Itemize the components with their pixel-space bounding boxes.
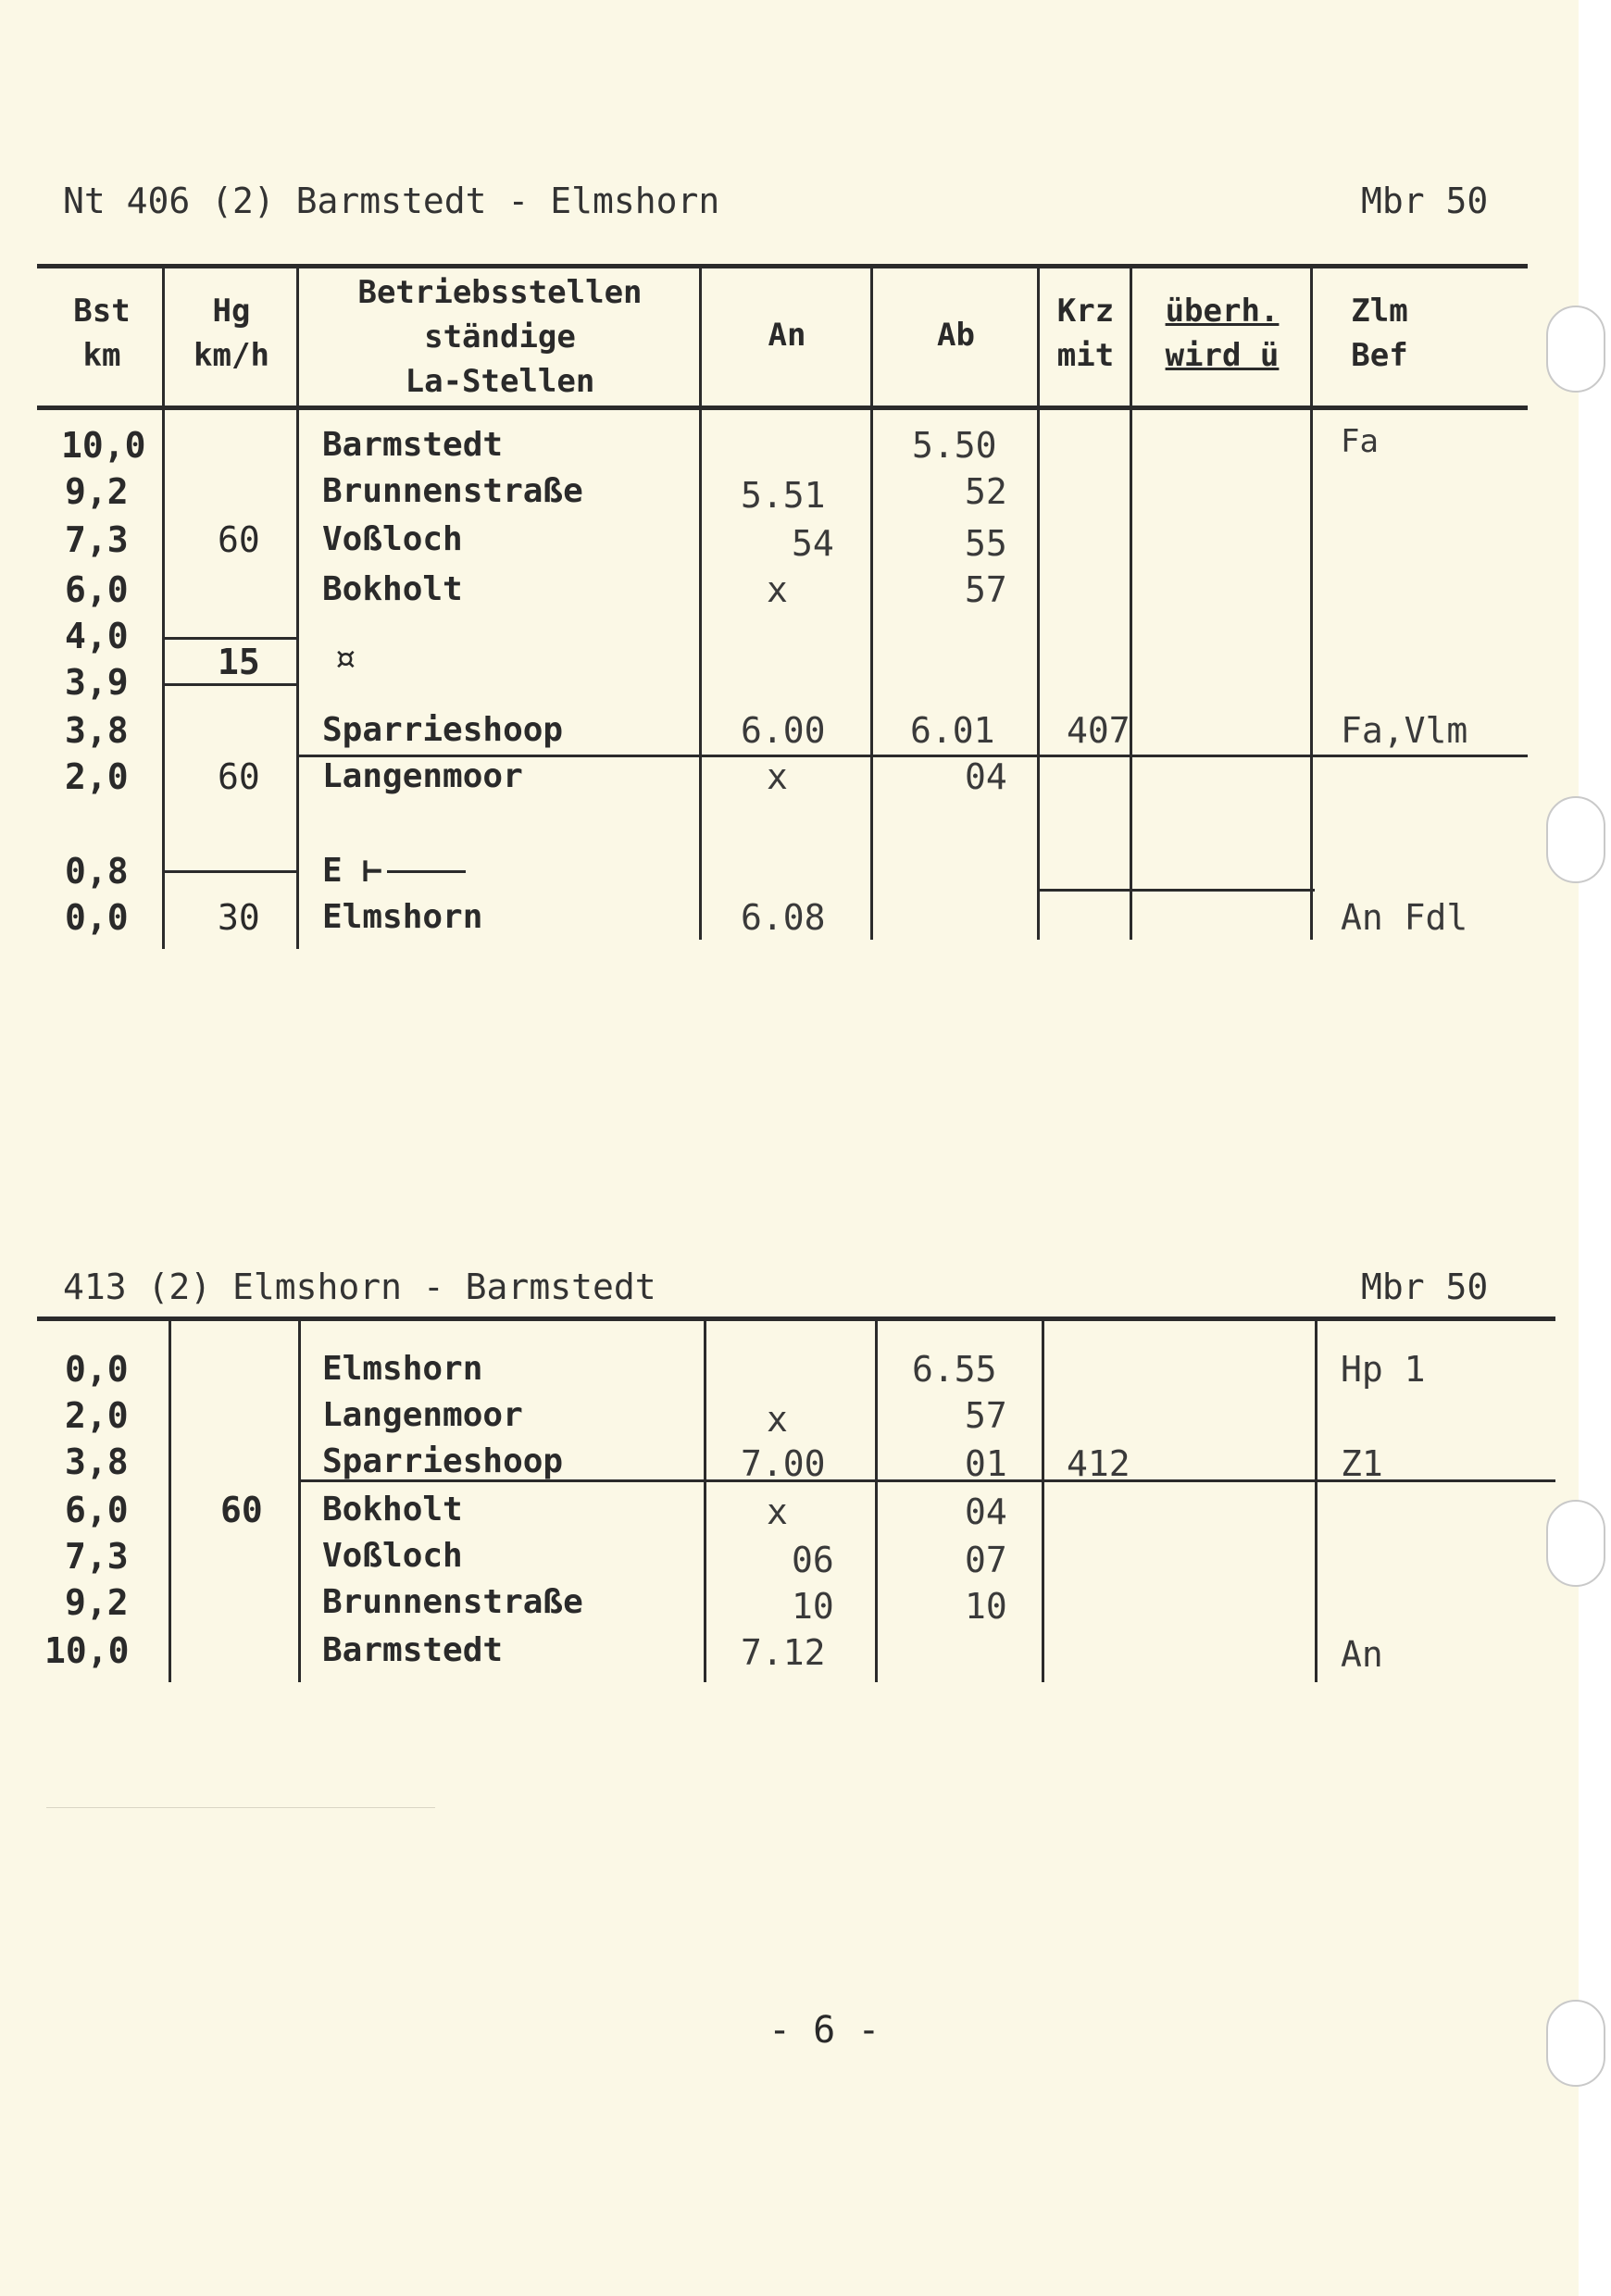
entry-signal-line [387,870,466,873]
arrival-time: 10 [792,1586,834,1627]
km-value: 0,0 [65,897,129,938]
station-name: Sparrieshoop [322,1442,564,1480]
km-value: 3,8 [65,1441,129,1482]
signal-symbol-icon: ¤ [333,635,357,680]
station-name: Voßloch [322,1537,463,1575]
header-zlm: Zlm Bef [1351,293,1408,374]
punch-hole [1546,1500,1605,1587]
table1-header-rule [37,406,1528,410]
departure-time: 55 [965,523,1007,564]
km-value: 4,0 [65,616,129,656]
table2-mbr: Mbr 50 [1361,1267,1489,1307]
departure-time: 04 [965,1491,1007,1532]
station-name: Elmshorn [322,898,483,936]
header-bst: Bst km [73,293,131,374]
arrival-time: 06 [792,1540,834,1580]
station-name: Barmstedt [322,1631,504,1669]
table1-top-rule [37,264,1528,268]
table1-col-divider [1310,268,1313,940]
km-value: 7,3 [65,519,129,560]
station-name: Bokholt [322,570,463,608]
table2-col-divider [1042,1321,1044,1682]
table1-col-divider [296,268,299,949]
departure-time: 6.55 [912,1349,997,1390]
zlm-value: Fa [1341,423,1379,460]
km-value: 7,3 [65,1536,129,1577]
arrival-time: x [767,569,788,610]
table2-col-divider [1315,1321,1318,1682]
km-value: 0,8 [65,851,129,892]
km-value: 6,0 [65,1490,129,1530]
punch-hole [1546,2000,1605,2087]
crossing-train: 412 [1067,1443,1130,1484]
punch-hole [1546,306,1605,393]
km-value: 6,0 [65,569,129,610]
table1-title: Nt 406 (2) Barmstedt - Elmshorn [63,181,720,221]
table1-col-divider [1037,268,1040,940]
departure-time: 52 [965,471,1007,512]
km-value: 3,9 [65,662,129,703]
km-value: 0,0 [65,1349,129,1390]
departure-time: 57 [965,1395,1007,1436]
header-betriebsstellen: Betriebsstellen ständige La-Stellen [357,274,643,400]
departure-time: 57 [965,569,1007,610]
km-value: 9,2 [65,1582,129,1623]
crossing-rule [1037,889,1315,892]
departure-time: 04 [965,756,1007,797]
header-ueberh: überh. wird ü [1165,293,1280,374]
header-an: An [768,317,806,354]
departure-time: 5.50 [912,425,997,466]
header-krz: Krz mit [1056,293,1115,374]
arrival-time: 5.51 [741,475,826,516]
arrival-time: 7.00 [741,1443,826,1484]
table1-mbr: Mbr 50 [1361,181,1489,221]
speed-value: 60 [218,519,260,560]
speed-value: 15 [218,642,260,682]
km-value: 2,0 [65,1395,129,1436]
table1-col-divider [870,268,873,940]
station-name: Brunnenstraße [322,1583,583,1621]
station-name: Langenmoor [322,1396,523,1434]
table1-col-divider [162,268,165,949]
arrival-time: x [767,756,788,797]
arrival-time: 6.00 [741,710,826,751]
table2-col-divider [298,1321,301,1682]
header-ab: Ab [937,317,975,354]
station-name: Sparrieshoop [322,711,564,749]
table1-col-divider [699,268,702,940]
station-name: Voßloch [322,520,463,558]
page-number: - 6 - [768,2009,880,2052]
km-value: 9,2 [65,471,129,512]
arrival-time: 6.08 [741,897,826,938]
speed-value: 60 [218,756,260,797]
speed-value: 30 [218,897,260,938]
table1-col-divider [1130,268,1132,940]
km-value: 10,0 [61,425,146,466]
km-value: 10,0 [44,1630,130,1671]
departure-time: 07 [965,1540,1007,1580]
km-value: 2,0 [65,756,129,797]
faint-rule [46,1807,435,1808]
zlm-value: Z1 [1341,1443,1383,1484]
departure-time: 01 [965,1443,1007,1484]
punch-hole [1546,796,1605,883]
table2-col-divider [169,1321,171,1682]
zlm-value: Hp 1 [1341,1349,1426,1390]
arrival-time: 7.12 [741,1632,826,1673]
station-name: Elmshorn [322,1350,483,1388]
zlm-value: An Fdl [1341,897,1468,938]
table2-col-divider [704,1321,706,1682]
arrival-time: x [767,1399,788,1440]
table2-title: 413 (2) Elmshorn - Barmstedt [63,1267,656,1307]
table2-top-rule [37,1316,1555,1321]
table2-col-divider [875,1321,878,1682]
km-value: 3,8 [65,710,129,751]
arrival-time: x [767,1491,788,1532]
station-name: Langenmoor [322,757,523,795]
station-name: Brunnenstraße [322,472,583,510]
departure-time: 10 [965,1586,1007,1627]
header-hg: Hg km/h [194,293,269,374]
zlm-value: An [1341,1634,1383,1675]
speed-change-line [162,870,299,873]
speed-value: 60 [220,1490,263,1530]
crossing-train: 407 [1067,710,1130,751]
arrival-time: 54 [792,523,834,564]
station-name: Bokholt [322,1491,463,1529]
departure-time: 6.01 [910,710,995,751]
station-name: Barmstedt [322,426,504,464]
zlm-value: Fa,Vlm [1341,710,1468,751]
entry-signal: E ⊢ [322,852,383,890]
